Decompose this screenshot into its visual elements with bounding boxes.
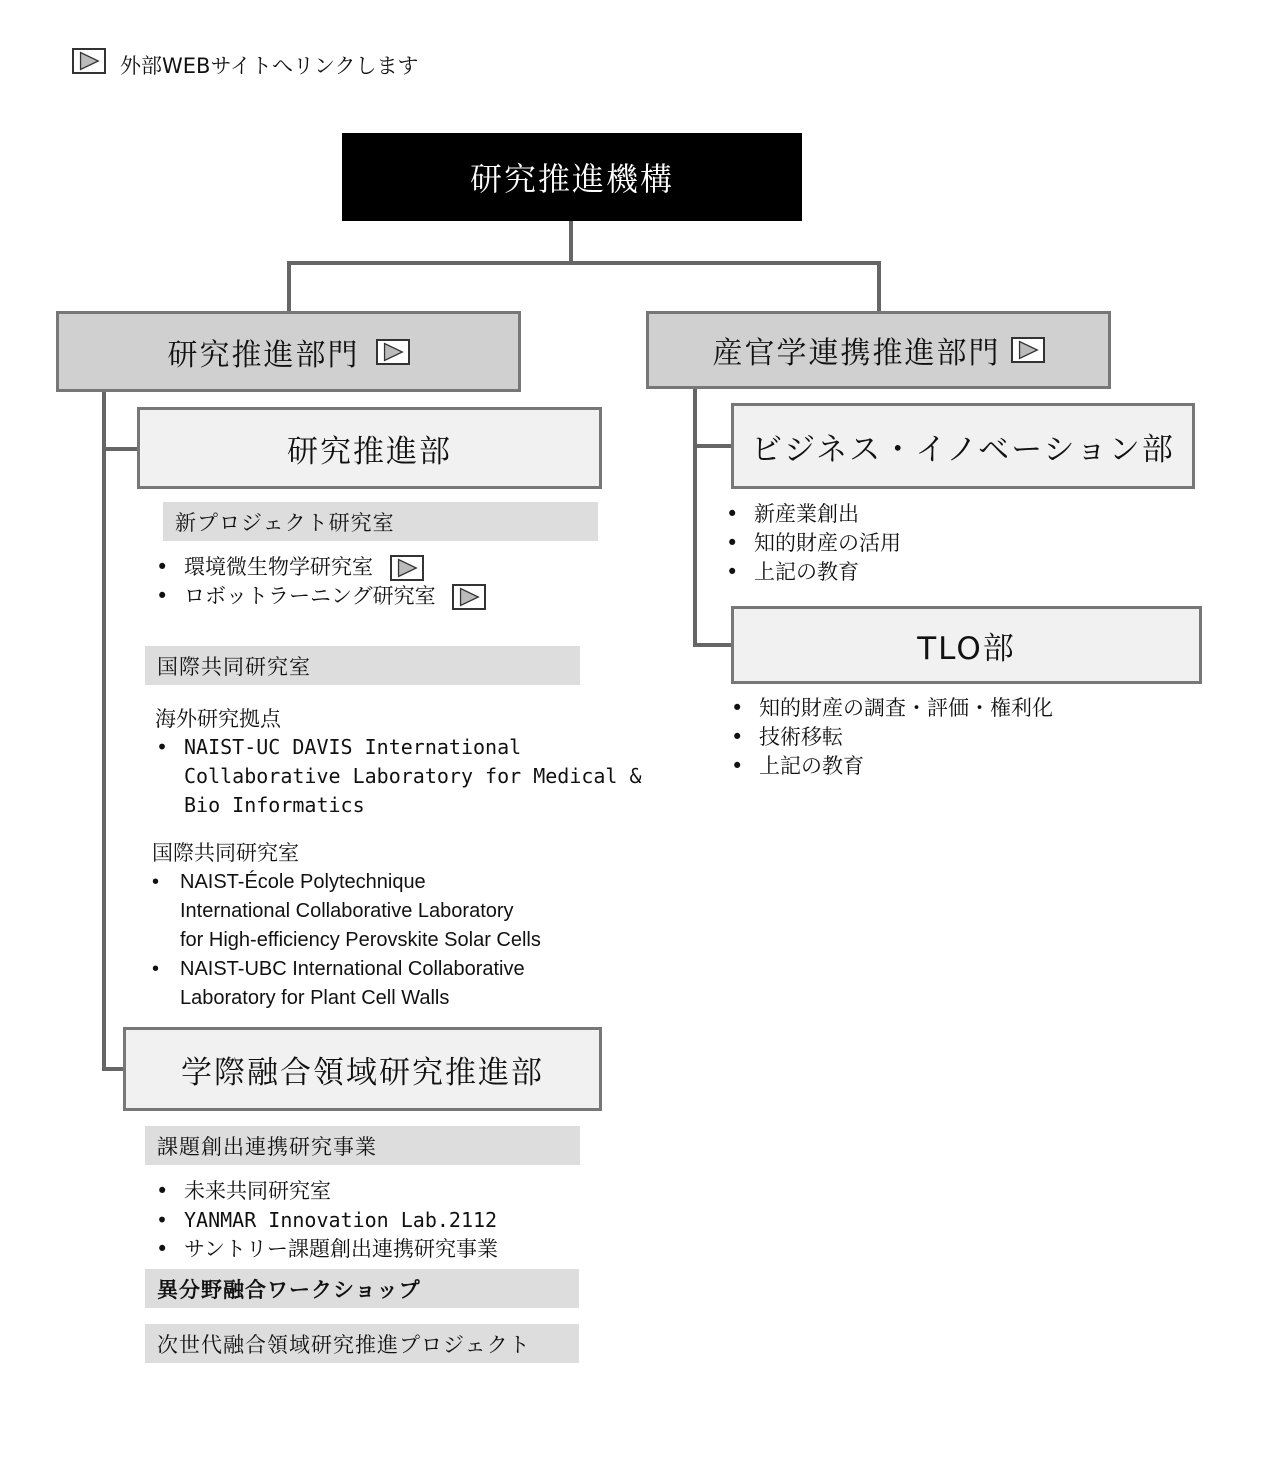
overseas-label: 海外研究拠点 xyxy=(155,707,281,731)
connector-right-spine xyxy=(693,389,697,647)
list-item: • 上記の教育 xyxy=(729,752,1053,781)
connector-left-drop xyxy=(287,261,291,311)
dept-industry-collab[interactable] xyxy=(646,311,1111,389)
dept-research-promotion[interactable] xyxy=(56,311,521,392)
connector-horizontal xyxy=(287,261,881,265)
connector-right-branch2 xyxy=(693,643,731,647)
list-item: • NAIST-UBC International Collaborative Laboratory for Plant Cell Walls xyxy=(150,955,541,1013)
connector-left-branch1 xyxy=(102,447,138,451)
business-innovation-list xyxy=(724,500,901,587)
external-link-icon[interactable] xyxy=(1011,337,1045,363)
intl-lab-label: 国際共同研究室 xyxy=(152,841,299,865)
connector-left-spine xyxy=(102,391,106,1071)
band-new-project-lab: 新プロジェクト研究室 xyxy=(163,502,598,541)
tlo-list xyxy=(729,694,1053,781)
new-project-lab-list xyxy=(154,553,486,611)
band-next-gen: 次世代融合領域研究推進プロジェクト xyxy=(145,1324,579,1363)
list-item: • 知的財産の活用 xyxy=(724,529,901,558)
external-link-icon[interactable] xyxy=(390,555,424,581)
list-item: • NAIST-UC DAVIS International Collaborative Laboratory for Medical & Bio Informatics xyxy=(154,733,642,820)
sub-research-promotion: 研究推進部 xyxy=(137,407,602,489)
dept-industry-collab-label: 産官学連携推進部門 xyxy=(712,336,1001,371)
legend-text: 外部WEBサイトへリンクします xyxy=(120,54,419,78)
band-workshop: 異分野融合ワークショップ xyxy=(145,1269,579,1308)
overseas-list xyxy=(154,733,642,820)
top-title: 研究推進機構 xyxy=(342,133,802,221)
connector-right-drop xyxy=(877,261,881,311)
external-link-icon[interactable] xyxy=(452,584,486,610)
connector-left-branch2 xyxy=(102,1067,124,1071)
connector-right-branch1 xyxy=(693,444,731,448)
sub-business-innovation: ビジネス・イノベーション部 xyxy=(731,403,1195,489)
list-item: • 新産業創出 xyxy=(724,500,901,529)
band-issue-creation: 課題創出連携研究事業 xyxy=(145,1126,580,1165)
list-item: • NAIST-École Polytechnique International Collaborative Laboratory for High-efficiency Perovskite Solar Cells xyxy=(150,868,541,955)
dept-research-promotion-label: 研究推進部門 xyxy=(167,337,360,373)
external-link-icon[interactable] xyxy=(376,339,410,365)
band-intl-joint-lab: 国際共同研究室 xyxy=(145,646,580,685)
list-item: • ロボットラーニング研究室 xyxy=(154,582,486,611)
list-item: • 上記の教育 xyxy=(724,558,901,587)
sub-interdisciplinary: 学際融合領域研究推進部 xyxy=(123,1027,602,1111)
issue-creation-list xyxy=(154,1177,498,1264)
list-item: • 技術移転 xyxy=(729,723,1053,752)
list-item: • 環境微生物学研究室 xyxy=(154,553,486,582)
list-item: • YANMAR Innovation Lab.2112 xyxy=(154,1206,498,1235)
sub-tlo: TLO部 xyxy=(731,606,1202,684)
list-item: • 知的財産の調査・評価・権利化 xyxy=(729,694,1053,723)
list-item: • 未来共同研究室 xyxy=(154,1177,498,1206)
intl-lab-list xyxy=(150,868,541,1013)
list-item: • サントリー課題創出連携研究事業 xyxy=(154,1235,498,1264)
external-link-icon xyxy=(72,48,106,74)
connector-top xyxy=(569,221,573,263)
